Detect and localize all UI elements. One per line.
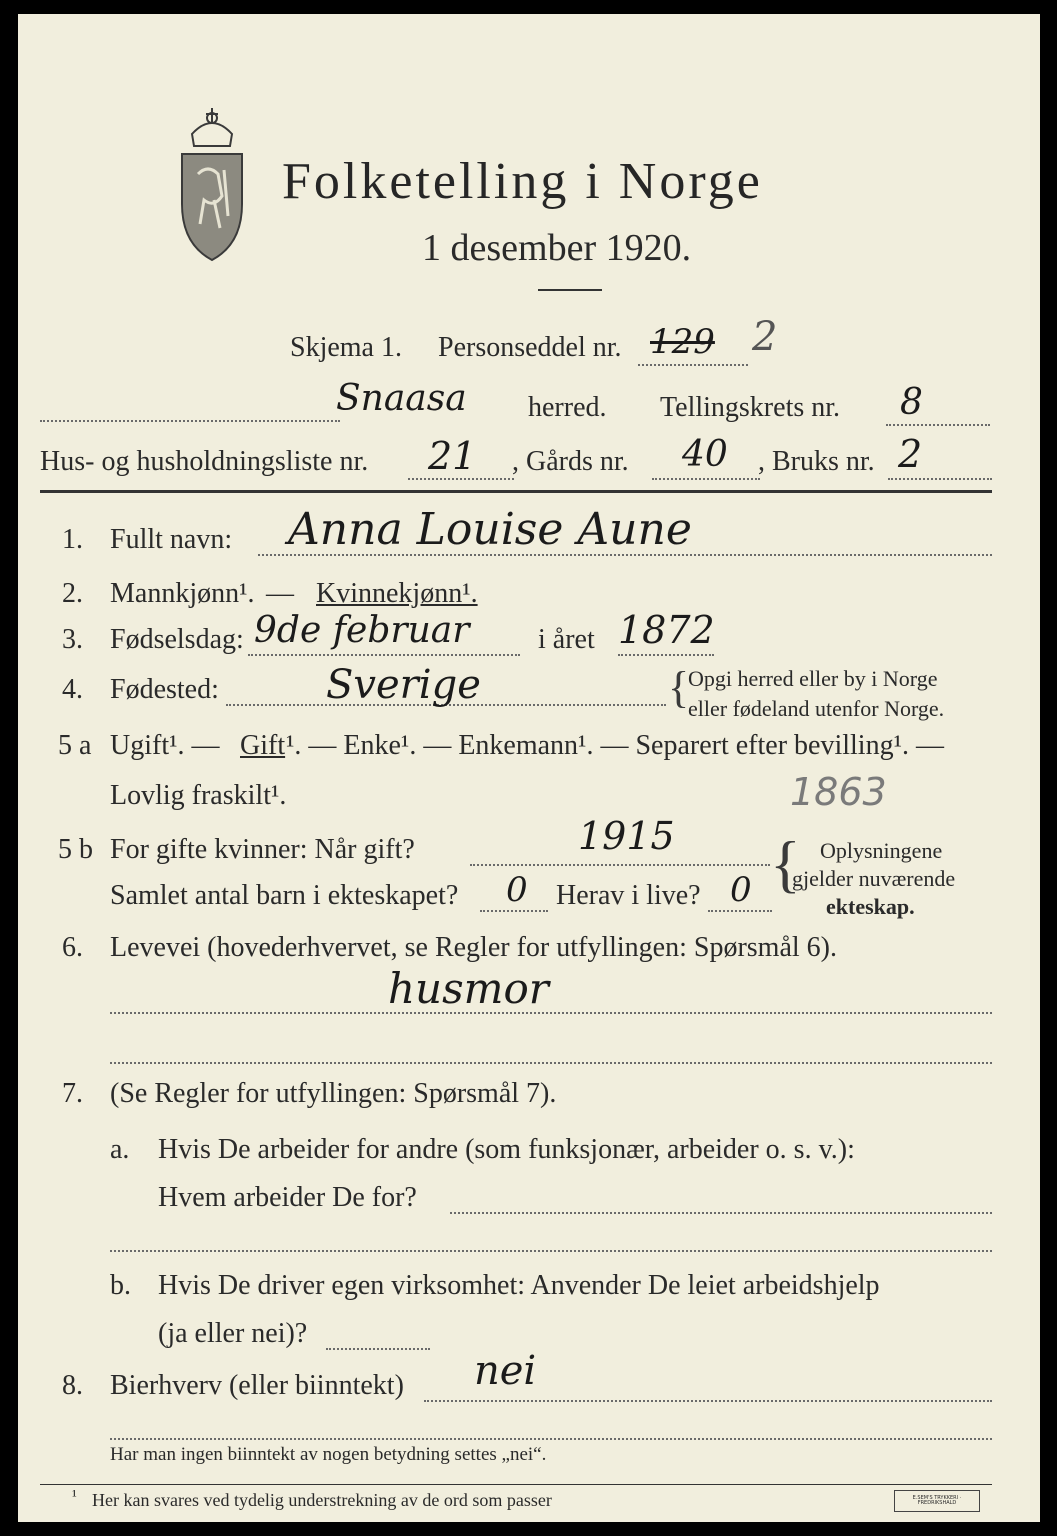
q3-label: Fødselsdag: [110,624,244,655]
q4-brace: { [668,663,690,712]
q7-label: (Se Regler for utfyllingen: Spørsmål 7). [110,1078,557,1109]
census-form [18,14,1040,1522]
q8-label: Bierhverv (eller biinntekt) [110,1370,404,1401]
q5b-brace: { [770,828,801,899]
gards-label: , Gårds nr. [512,446,629,477]
q7b-number: b. [110,1270,131,1301]
header-rule [40,490,992,493]
q4-number: 4. [62,674,83,705]
q5b-live-field [708,910,772,912]
q1-label: Fullt navn: [110,524,233,555]
hus-label: Hus- og husholdningsliste nr. [40,446,369,477]
coat-of-arms-icon [164,104,260,264]
bruks-label: , Bruks nr. [758,446,875,477]
gards-value: 40 [682,434,728,475]
q6-label: Levevei (hovederhvervet, se Regler for utfyllingen: Spørsmål 6). [110,932,837,963]
skjema-label: Skjema 1. [290,332,402,363]
hus-value: 21 [428,434,477,478]
q5b-label: For gifte kvinner: Når gift? [110,834,415,865]
q6-field [110,1012,992,1014]
q2-number: 2. [62,578,83,609]
q5a-ugift: Ugift¹. — [110,730,220,761]
form-date: 1 desember 1920. [422,227,692,269]
q6-number: 6. [62,932,83,963]
q1-number: 1. [62,524,83,555]
form-title: Folketelling i Norge [282,153,763,210]
footnote-rule [40,1484,992,1485]
q4-value: Sverige [326,662,481,708]
q7b-line1: Hvis De driver egen virksomhet: Anvender De leiet arbeidshjelp [158,1270,880,1301]
bruks-value: 2 [898,432,923,476]
personseddel-field [638,364,748,366]
q3-year-field [618,654,714,656]
footnote-mark: ¹ [72,1488,77,1505]
herred-value: Snaasa [336,378,467,419]
printer-stamp-text: E.SEM'S TRYKKERI · FREDRIKSHALD [912,1495,962,1506]
q5b-barn-value: 0 [506,870,528,910]
personseddel-label: Personseddel nr. [438,332,622,363]
q8-note: Har man ingen biinntekt av nogen betydning settes „nei“. [110,1444,547,1465]
footnote-text: Her kan svares ved tydelig understrekning av de ord som passer [92,1490,552,1510]
q2-separator: — [266,578,294,609]
q5b-barn-label: Samlet antal barn i ekteskapet? [110,880,459,911]
q5b-number: 5 b [58,834,93,865]
q7a-field-2 [110,1250,992,1252]
q7a-field [450,1212,992,1214]
q5b-note-line2: gjelder nuværende [792,866,956,891]
q2-female: Kvinnekjønn¹. [316,578,478,609]
q3-field [248,654,520,656]
q8-field-2 [110,1438,992,1440]
q3-year-value: 1872 [618,608,715,652]
q4-label: Fødested: [110,674,219,705]
personseddel-struck-value: 129 [650,322,715,362]
q7a-number: a. [110,1134,130,1165]
q4-note-line2: eller fødeland utenfor Norge. [688,696,945,721]
q5a-rest: ¹. — Enke¹. — Enkemann¹. — Separert efter bevilling¹. — [286,730,944,761]
q7-number: 7. [62,1078,83,1109]
q6-field-2 [110,1062,992,1064]
q5a-number: 5 a [58,730,92,761]
q7b-line2: (ja eller nei)? [158,1318,308,1349]
q6-value: husmor [388,964,549,1013]
title-divider [538,289,602,291]
personseddel-value: 2 [752,314,778,360]
q1-value: Anna Louise Aune [288,504,692,555]
q7a-line2: Hvem arbeider De for? [158,1182,417,1213]
q7b-field [326,1348,430,1350]
q5b-field [470,864,770,866]
q5a-pencil-note: 1863 [790,770,887,814]
tellingskrets-field [886,424,990,426]
q5b-live-value: 0 [730,870,752,910]
q3-year-label: i året [538,624,595,655]
q8-value: nei [474,1348,537,1394]
printer-stamp [894,1490,980,1512]
q3-value: 9de februar [254,610,470,651]
q8-number: 8. [62,1370,83,1401]
q3-number: 3. [62,624,83,655]
hus-field [408,478,514,480]
q4-note-line1: Opgi herred eller by i Norge [688,666,938,691]
q8-field [424,1400,992,1402]
q5b-value: 1915 [578,814,675,858]
q5a-line2: Lovlig fraskilt¹. [110,780,287,811]
herred-field [40,420,340,422]
q5b-barn-field [480,910,548,912]
q5b-note-line3: ekteskap. [826,894,915,919]
gards-field [652,478,760,480]
tellingskrets-value: 8 [900,382,923,423]
q5a-gift: Gift [240,730,286,761]
tellingskrets-label: Tellingskrets nr. [660,392,841,423]
q2-male: Mannkjønn¹. [110,578,255,609]
bruks-field [888,478,992,480]
q7a-line1: Hvis De arbeider for andre (som funksjonær, arbeider o. s. v.): [158,1134,855,1165]
q5b-live-label: Herav i live? [556,880,701,911]
herred-label: herred. [528,392,607,423]
q5b-note-line1: Oplysningene [820,838,943,863]
